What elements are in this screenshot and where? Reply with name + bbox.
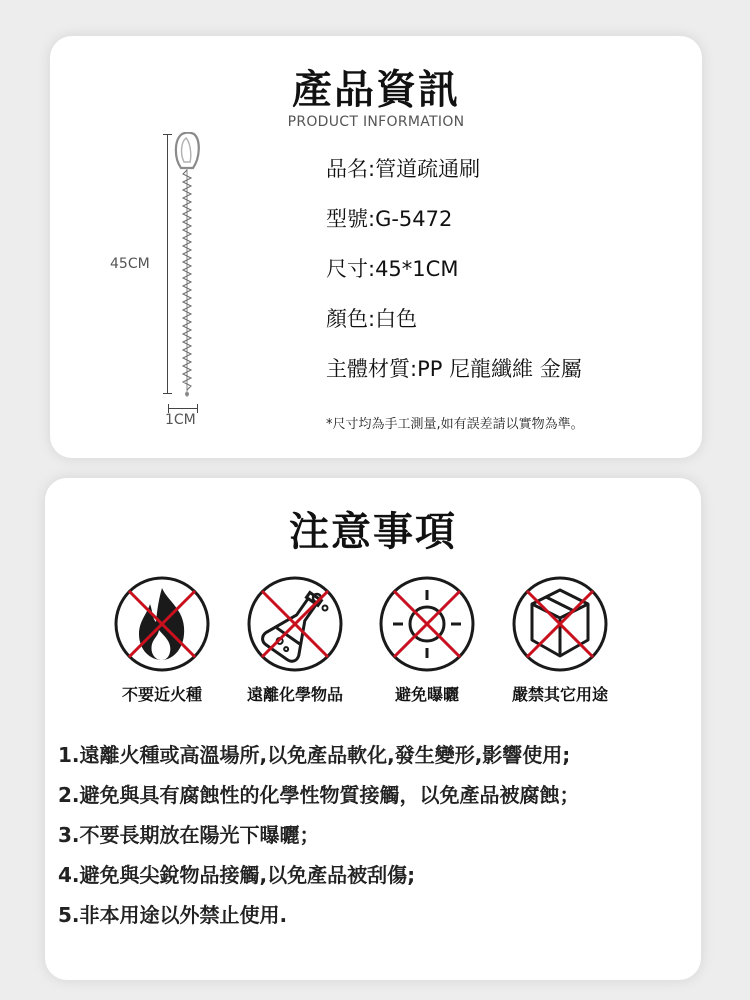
no-other-use-icon [510,574,610,674]
no-chemicals-icon [245,574,345,674]
spec-model: 型號:G-5472 [326,207,453,231]
width-dimension-cap-right [197,404,198,413]
precaution-item-3: 3.不要長期放在陽光下曝曬； [58,823,320,847]
width-dimension-label: 1CM [165,412,196,428]
precautions-card [45,478,701,980]
product-info-card [50,36,702,458]
no-fire-icon [112,574,212,674]
length-dimension-label: 45CM [110,256,150,272]
spec-size: 尺寸:45*1CM [326,257,459,281]
warning-no-other-use [490,574,630,705]
spec-product-name: 品名:管道疏通刷 [326,157,481,181]
precaution-item-5: 5.非本用途以外禁止使用. [58,903,288,927]
warning-label-no-chemicals: 遠離化學物品 [246,685,343,704]
precaution-item-4: 4.避免與尖銳物品接觸,以免產品被刮傷; [58,863,416,887]
product-figure [50,36,250,456]
spec-material: 主體材質:PP 尼龍纖維 金屬 [326,357,582,381]
warning-no-chemicals [225,574,365,705]
no-sunlight-icon [377,574,477,674]
warning-no-fire [92,574,232,705]
drain-brush-image [168,132,208,402]
warning-label-no-fire: 不要近火種 [121,685,202,704]
warning-label-no-sunlight: 避免曝曬 [394,685,459,704]
precaution-item-1: 1.遠離火種或高溫場所,以免產品軟化,發生變形,影響使用; [58,743,571,767]
warning-icons-row [45,574,701,714]
product-info-subtitle: PRODUCT INFORMATION [287,114,465,130]
product-info-title: 產品資訊 [292,67,460,113]
precautions-title: 注意事項 [289,509,457,555]
spec-color: 顏色:白色 [326,307,418,331]
spec-list [326,152,582,402]
precautions-list [58,740,580,940]
precaution-item-2: 2.避免與具有腐蝕性的化學性物質接觸，以免產品被腐蝕； [58,783,580,807]
measurement-note: *尺寸均為手工測量,如有誤差請以實物為準。 [326,417,584,432]
width-dimension-line [168,408,198,409]
warning-label-no-other-use: 嚴禁其它用途 [511,685,608,704]
warning-no-sunlight [357,574,497,705]
